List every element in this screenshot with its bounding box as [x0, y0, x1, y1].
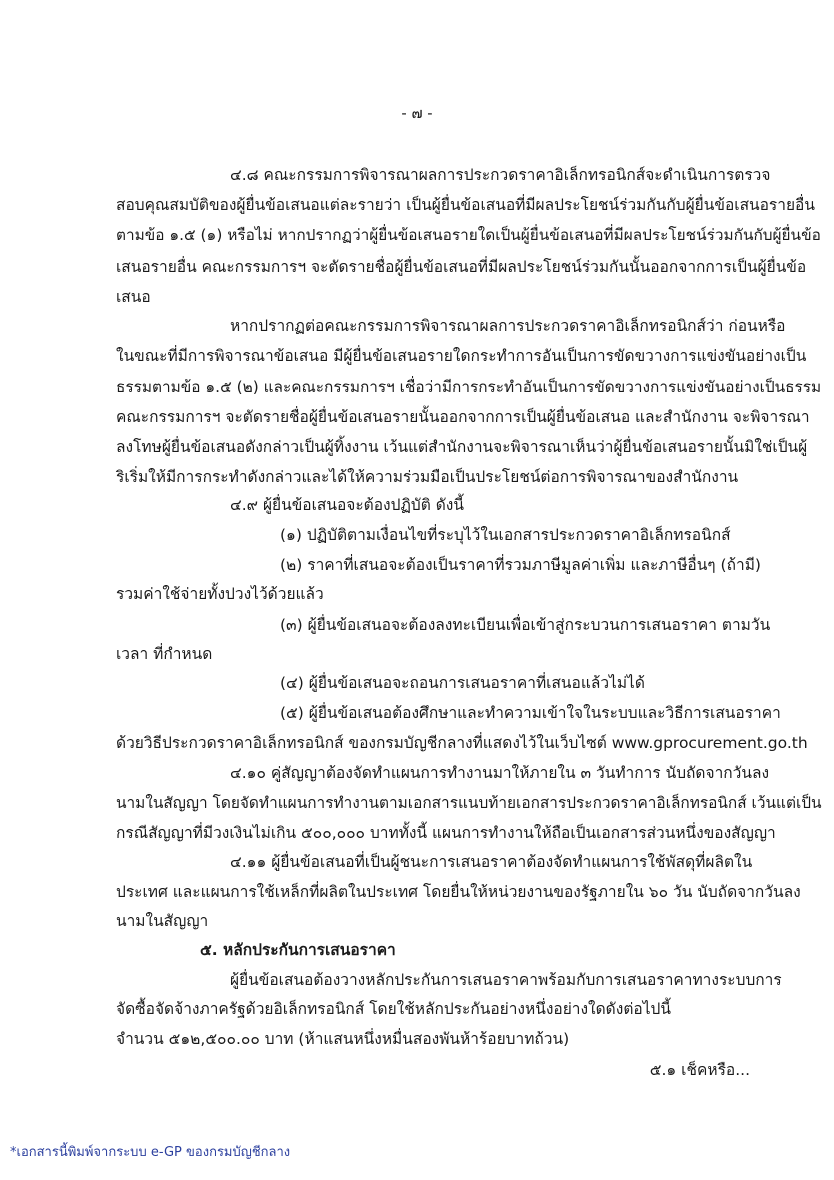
list-item: (๓) ผู้ยื่นข้อเสนอจะต้องลงทะเบียนเพื่อเข้าสู่กระบวนการเสนอราคา ตามวัน: [280, 616, 771, 634]
paragraph-line: ๔.๑๑ ผู้ยื่นข้อเสนอที่เป็นผู้ชนะการเสนอราคาต้องจัดทำแผนการใช้พัสดุที่ผลิตใน: [230, 853, 753, 871]
paragraph-line: เสนอรายอื่น คณะกรรมการฯ จะตัดรายชื่อผู้ยื่นข้อเสนอที่มีผลประโยชน์ร่วมกันนั้นออกจากการเป็นผู้ยื่นข้อ: [116, 258, 807, 276]
section-heading: ๕. หลักประกันการเสนอราคา: [200, 941, 396, 959]
list-item: (๔) ผู้ยื่นข้อเสนอจะถอนการเสนอราคาที่เสนอแล้วไม่ได้: [280, 674, 645, 692]
page-number: - ๗ -: [401, 105, 433, 122]
paragraph-line: นามในสัญญา โดยจัดทำแผนการทำงานตามเอกสารแนบท้ายเอกสารประกวดราคาอิเล็กทรอนิกส์ เว้นแต่เป็น: [116, 794, 822, 812]
paragraph-line: ๔.๘ คณะกรรมการพิจารณาผลการประกวดราคาอิเล็กทรอนิกส์จะดำเนินการตรวจ: [230, 166, 771, 184]
list-item: (๕) ผู้ยื่นข้อเสนอต้องศึกษาและทำความเข้าใจในระบบและวิธีการเสนอราคา: [280, 704, 781, 722]
paragraph-line: จัดซื้อจัดจ้างภาครัฐด้วยอิเล็กทรอนิกส์ โดยใช้หลักประกันอย่างหนึ่งอย่างใดดังต่อไปนี้: [116, 1000, 671, 1018]
paragraph-line: ผู้ยื่นข้อเสนอต้องวางหลักประกันการเสนอราคาพร้อมกับการเสนอราคาทางระบบการ: [230, 971, 782, 989]
paragraph-line: ๔.๑๐ คู่สัญญาต้องจัดทำแผนการทำงานมาให้ภายใน ๓ วันทำการ นับถัดจากวันลง: [230, 764, 770, 782]
paragraph-line: กรณีสัญญาที่มีวงเงินไม่เกิน ๕๐๐,๐๐๐ บาททั้งนี้ แผนการทำงานให้ถือเป็นเอกสารส่วนหนึ่งของสัญญา: [116, 824, 776, 842]
paragraph-line: ด้วยวิธีประกวดราคาอิเล็กทรอนิกส์ ของกรมบัญชีกลางที่แสดงไว้ในเว็บไซต์ www.gprocurement.go.th: [116, 734, 808, 752]
paragraph-line: ตามข้อ ๑.๕ (๑) หรือไม่ หากปรากฏว่าผู้ยื่นข้อเสนอรายใดเป็นผู้ยื่นข้อเสนอที่มีผลประโยชน์ร่วมกันกับผู้ยื่นข้อ: [116, 226, 821, 244]
paragraph-line: สอบคุณสมบัติของผู้ยื่นข้อเสนอแต่ละรายว่า เป็นผู้ยื่นข้อเสนอที่มีผลประโยชน์ร่วมกันกับผู้ยื่นข้อเสนอรายอื่น: [116, 196, 815, 214]
continuation-text: ๕.๑ เช็คหรือ...: [649, 1061, 750, 1079]
paragraph-line: หากปรากฏต่อคณะกรรมการพิจารณาผลการประกวดราคาอิเล็กทรอนิกส์ว่า ก่อนหรือ: [230, 317, 786, 335]
paragraph-line: รวมค่าใช้จ่ายทั้งปวงไว้ด้วยแล้ว: [116, 585, 324, 603]
paragraph-line: เสนอ: [116, 288, 151, 306]
list-item: (๑) ปฏิบัติตามเงื่อนไขที่ระบุไว้ในเอกสารประกวดราคาอิเล็กทรอนิกส์: [280, 526, 731, 544]
paragraph-line: ประเทศ และแผนการใช้เหล็กที่ผลิตในประเทศ โดยยื่นให้หน่วยงานของรัฐภายใน ๖๐ วัน นับถัดจากวันลง: [116, 883, 801, 901]
paragraph-line: ริเริ่มให้มีการกระทำดังกล่าวและได้ให้ความร่วมมือเป็นประโยชน์ต่อการพิจารณาของสำนักงาน: [116, 468, 739, 486]
list-item: (๒) ราคาที่เสนอจะต้องเป็นราคาที่รวมภาษีมูลค่าเพิ่ม และภาษีอื่นๆ (ถ้ามี): [280, 556, 761, 574]
paragraph-line: จำนวน ๕๑๒,๕๐๐.๐๐ บาท (ห้าแสนหนึ่งหมื่นสองพันห้าร้อยบาทถ้วน): [116, 1030, 570, 1048]
paragraph-line: ๔.๙ ผู้ยื่นข้อเสนอจะต้องปฏิบัติ ดังนี้: [230, 496, 464, 514]
paragraph-line: ในขณะที่มีการพิจารณาข้อเสนอ มีผู้ยื่นข้อเสนอรายใดกระทำการอันเป็นการขัดขวางการแข่งขันอย่างเป็น: [116, 347, 807, 365]
paragraph-line: ลงโทษผู้ยื่นข้อเสนอดังกล่าวเป็นผู้ทิ้งงาน เว้นแต่สำนักงานจะพิจารณาเห็นว่าผู้ยื่นข้อเสนอรายนั้นมิใช่เป็นผู้: [116, 438, 808, 456]
paragraph-line: เวลา ที่กำหนด: [116, 645, 213, 663]
paragraph-line: นามในสัญญา: [116, 912, 209, 930]
paragraph-line: ธรรมตามข้อ ๑.๕ (๒) และคณะกรรมการฯ เชื่อว่ามีการกระทำอันเป็นการขัดขวางการแข่งขันอย่างเป็นธรรม: [116, 378, 822, 396]
footer-note: *เอกสารนี้พิมพ์จากระบบ e-GP ของกรมบัญชีกลาง: [10, 1145, 291, 1160]
paragraph-line: คณะกรรมการฯ จะตัดรายชื่อผู้ยื่นข้อเสนอรายนั้นออกจากการเป็นผู้ยื่นข้อเสนอ และสำนักงาน จะพิจารณา: [116, 408, 810, 426]
